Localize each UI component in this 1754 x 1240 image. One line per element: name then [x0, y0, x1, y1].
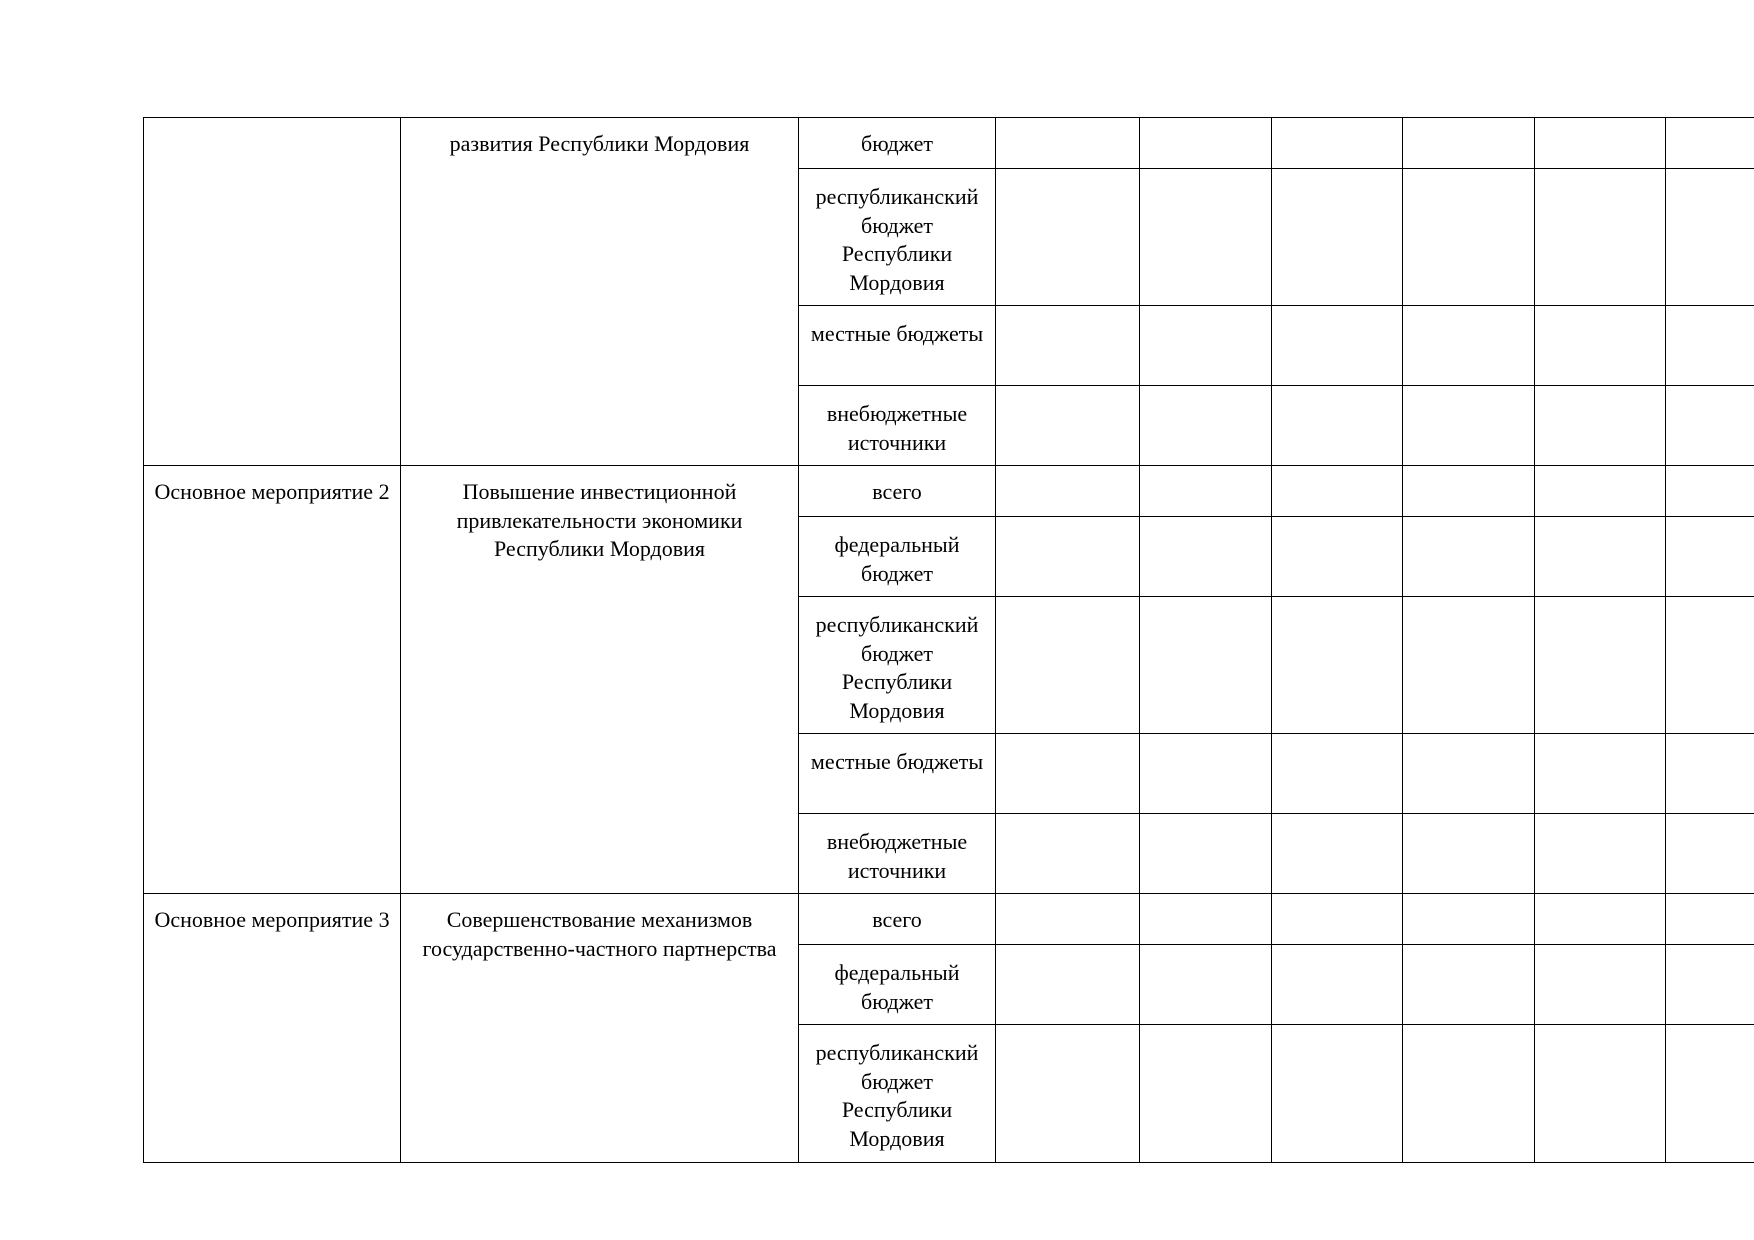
source-cell: республиканский бюджет Республики Мордовия [799, 597, 996, 734]
value-cell [996, 466, 1140, 517]
measure-cell [144, 118, 401, 466]
value-cell [1403, 306, 1535, 386]
value-cell [1140, 734, 1272, 814]
value-cell [1666, 814, 1754, 894]
value-cell [1535, 894, 1666, 945]
value-cell [1272, 1025, 1403, 1163]
value-cell [1140, 597, 1272, 734]
value-cell [1272, 386, 1403, 466]
value-cell [1272, 945, 1403, 1025]
source-cell: внебюджетные источники [799, 814, 996, 894]
value-cell [1535, 1025, 1666, 1163]
value-cell [1403, 945, 1535, 1025]
value-cell [1666, 517, 1754, 597]
value-cell [1140, 945, 1272, 1025]
document-table-container [143, 117, 1754, 1164]
source-cell: бюджет [799, 118, 996, 169]
value-cell [1272, 734, 1403, 814]
value-cell [1535, 814, 1666, 894]
value-cell [996, 597, 1140, 734]
table-row [144, 894, 1754, 945]
value-cell [1140, 169, 1272, 306]
value-cell [1140, 517, 1272, 597]
value-cell [1403, 517, 1535, 597]
value-cell [1272, 597, 1403, 734]
table-row [144, 118, 1754, 169]
measure-cell: Основное мероприятие 2 [144, 466, 401, 894]
value-cell [1535, 517, 1666, 597]
value-cell [1535, 386, 1666, 466]
value-cell [1535, 169, 1666, 306]
value-cell [1140, 814, 1272, 894]
value-cell [1272, 517, 1403, 597]
title-cell: Совершенствование механизмов государственно-частного партнерства [401, 894, 799, 1163]
value-cell [996, 814, 1140, 894]
value-cell [996, 169, 1140, 306]
value-cell [996, 517, 1140, 597]
title-cell: развития Республики Мордовия [401, 118, 799, 466]
measure-cell: Основное мероприятие 3 [144, 894, 401, 1163]
title-cell: Повышение инвестиционной привлекательности экономики Республики Мордовия [401, 466, 799, 894]
value-cell [1403, 118, 1535, 169]
value-cell [1535, 118, 1666, 169]
value-cell [1403, 466, 1535, 517]
value-cell [1403, 814, 1535, 894]
value-cell [1666, 306, 1754, 386]
value-cell [1140, 1025, 1272, 1163]
value-cell [1666, 386, 1754, 466]
value-cell [1666, 734, 1754, 814]
value-cell [1666, 118, 1754, 169]
value-cell [1403, 894, 1535, 945]
value-cell [1272, 466, 1403, 517]
financing-table [143, 117, 1754, 1163]
value-cell [1140, 118, 1272, 169]
value-cell [1403, 734, 1535, 814]
value-cell [996, 386, 1140, 466]
value-cell [1403, 386, 1535, 466]
value-cell [1140, 306, 1272, 386]
value-cell [1140, 466, 1272, 517]
source-cell: местные бюджеты [799, 734, 996, 814]
source-cell: федеральный бюджет [799, 517, 996, 597]
value-cell [1272, 118, 1403, 169]
source-cell: всего [799, 466, 996, 517]
value-cell [1535, 306, 1666, 386]
value-cell [1535, 734, 1666, 814]
value-cell [1666, 169, 1754, 306]
value-cell [1666, 1025, 1754, 1163]
value-cell [996, 945, 1140, 1025]
value-cell [1403, 1025, 1535, 1163]
value-cell [996, 118, 1140, 169]
value-cell [1272, 894, 1403, 945]
value-cell [1666, 466, 1754, 517]
value-cell [1535, 945, 1666, 1025]
value-cell [996, 1025, 1140, 1163]
value-cell [1272, 814, 1403, 894]
source-cell: республиканский бюджет Республики Мордовия [799, 1025, 996, 1163]
value-cell [1272, 169, 1403, 306]
value-cell [1403, 169, 1535, 306]
value-cell [1666, 597, 1754, 734]
value-cell [996, 894, 1140, 945]
value-cell [1535, 466, 1666, 517]
value-cell [1535, 597, 1666, 734]
value-cell [1272, 306, 1403, 386]
source-cell: внебюджетные источники [799, 386, 996, 466]
value-cell [1140, 894, 1272, 945]
value-cell [1666, 945, 1754, 1025]
source-cell: республиканский бюджет Республики Мордовия [799, 169, 996, 306]
value-cell [1403, 597, 1535, 734]
value-cell [1666, 894, 1754, 945]
value-cell [996, 306, 1140, 386]
value-cell [1140, 386, 1272, 466]
table-row [144, 466, 1754, 517]
source-cell: местные бюджеты [799, 306, 996, 386]
source-cell: федеральный бюджет [799, 945, 996, 1025]
value-cell [996, 734, 1140, 814]
source-cell: всего [799, 894, 996, 945]
